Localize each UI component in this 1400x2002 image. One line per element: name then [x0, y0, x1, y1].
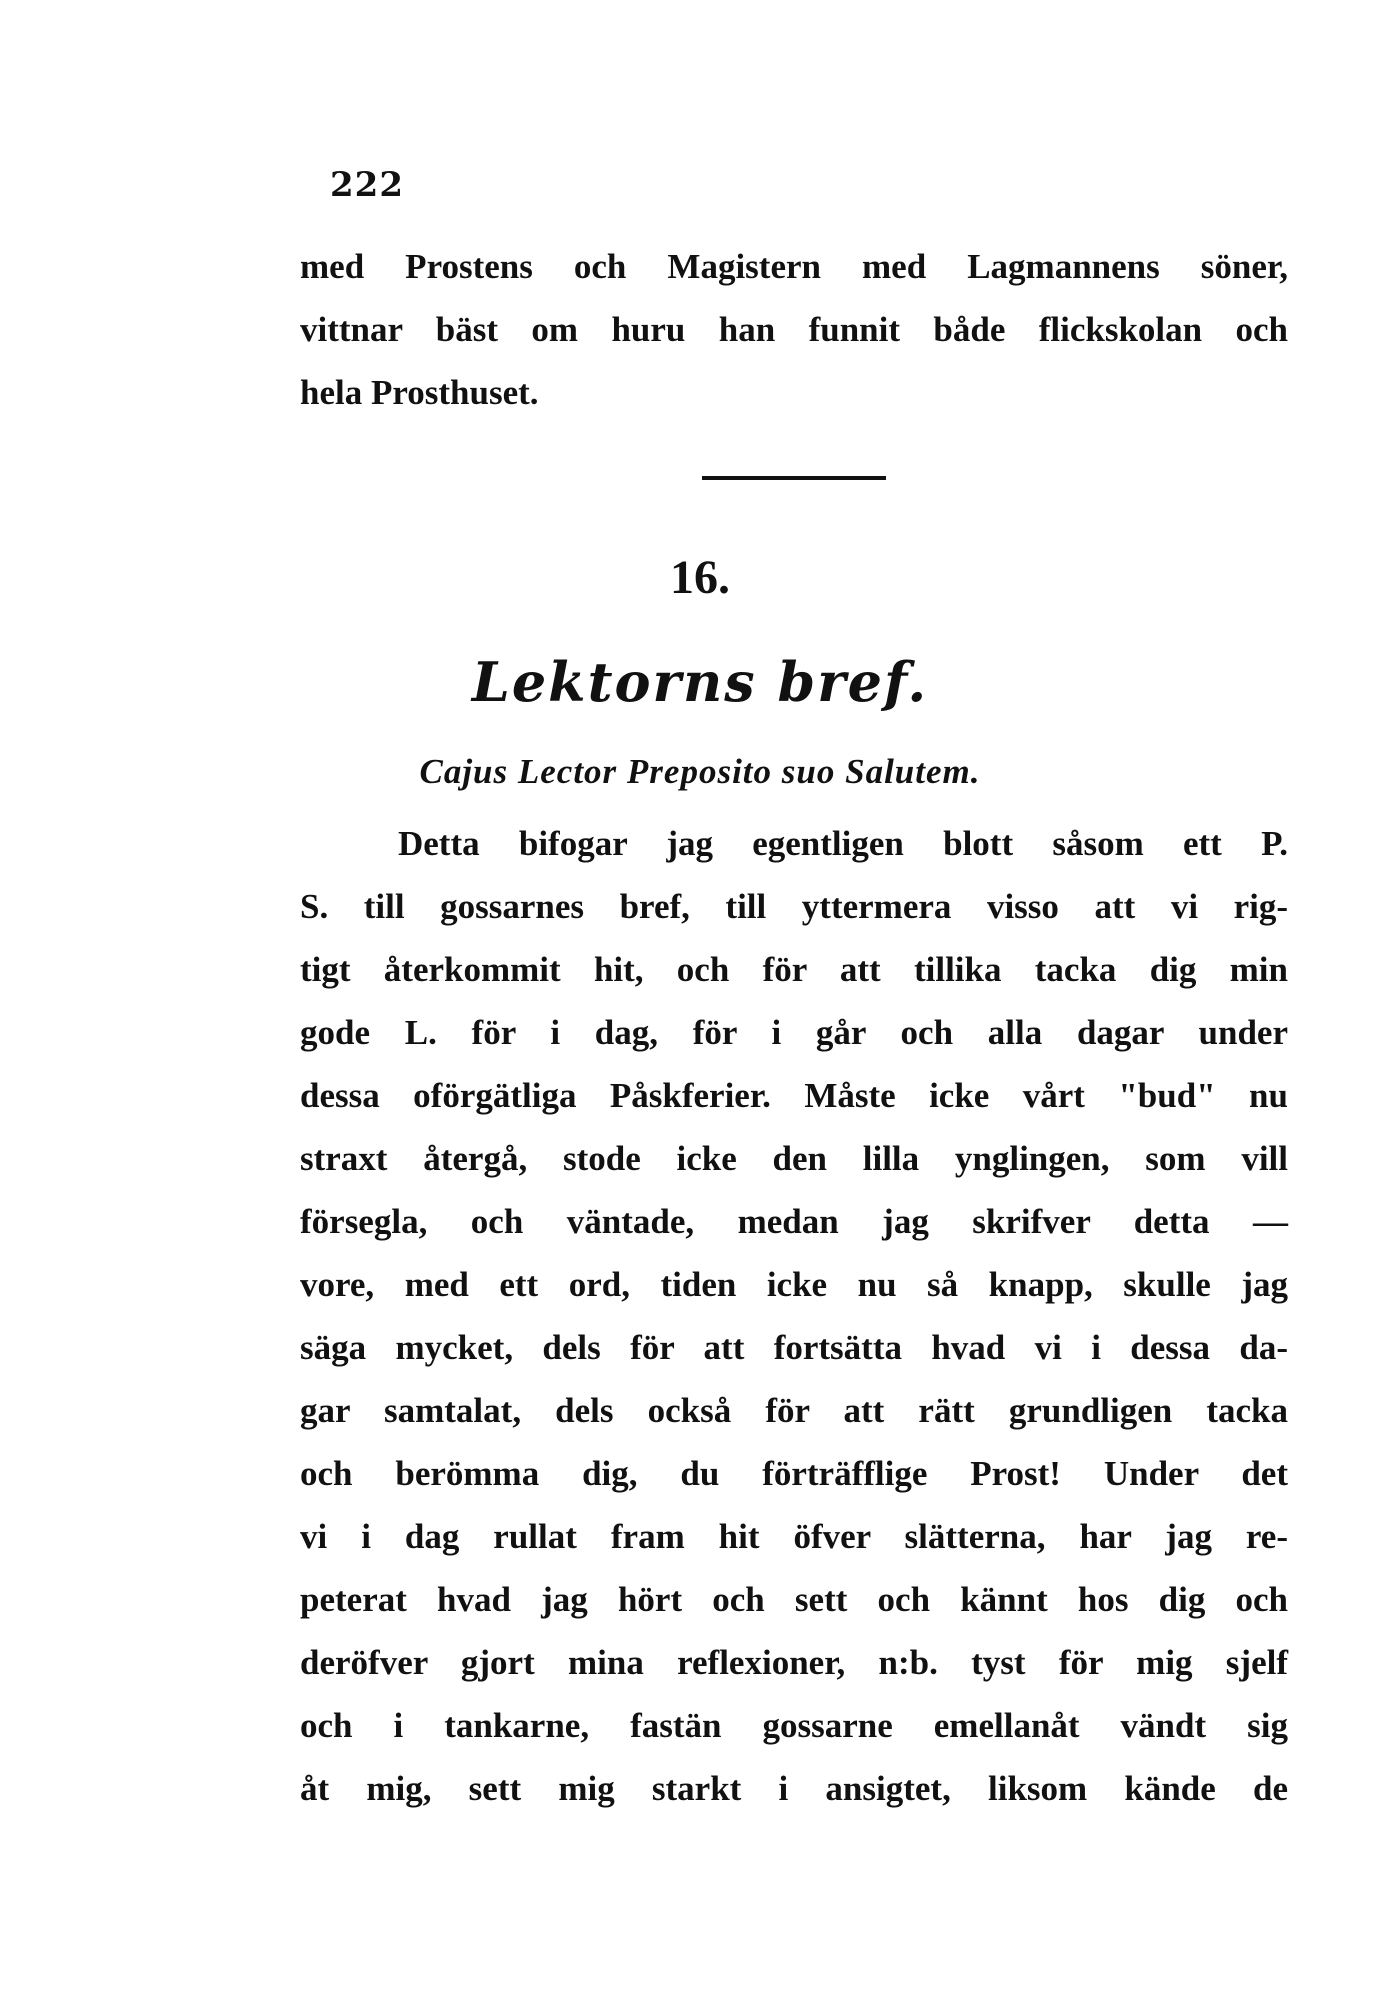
top-paragraph [300, 235, 1288, 424]
text-line: och i tankarne, fastän gossarne emellanåt vändt sig [300, 1706, 1288, 1745]
section-number: 16. [670, 551, 730, 604]
page-number: 222 [330, 165, 404, 205]
text-line: vittnar bäst om huru han funnit både flickskolan och [300, 310, 1288, 349]
section-divider [702, 476, 886, 480]
letter-body [300, 812, 1288, 1820]
text-line: vore, med ett ord, tiden icke nu så knapp, skulle jag [300, 1265, 1288, 1304]
text-line: straxt återgå, stode icke den lilla ynglingen, som vill [300, 1139, 1288, 1178]
text-line: försegla, och väntade, medan jag skrifver detta — [300, 1202, 1288, 1241]
text-line: deröfver gjort mina reflexioner, n:b. tyst för mig sjelf [300, 1643, 1288, 1682]
text-line: S. till gossarnes bref, till yttermera visso att vi rig- [300, 887, 1288, 926]
text-line: hela Prosthuset. [300, 373, 539, 412]
letter-salutation: Cajus Lector Preposito suo Salutem. [419, 752, 981, 791]
text-line: tigt återkommit hit, och för att tillika tacka dig min [300, 950, 1288, 989]
text-line: gar samtalat, dels också för att rätt grundligen tacka [300, 1391, 1288, 1430]
text-line: Detta bifogar jag egentligen blott såsom ett P. [398, 824, 1288, 863]
section-title: Lektorns bref. [471, 650, 929, 714]
text-line: dessa oförgätliga Påskferier. Måste icke vårt "bud" nu [300, 1076, 1288, 1115]
text-line: med Prostens och Magistern med Lagmannens söner, [300, 247, 1288, 286]
text-line: och berömma dig, du förträfflige Prost! Under det [300, 1454, 1288, 1493]
text-line: vi i dag rullat fram hit öfver slätterna, har jag re- [300, 1517, 1288, 1556]
text-line: åt mig, sett mig starkt i ansigtet, liksom kände de [300, 1769, 1288, 1808]
text-line: gode L. för i dag, för i går och alla dagar under [300, 1013, 1288, 1052]
text-line: peterat hvad jag hört och sett och kännt hos dig och [300, 1580, 1288, 1619]
text-line: säga mycket, dels för att fortsätta hvad vi i dessa da- [300, 1328, 1288, 1367]
